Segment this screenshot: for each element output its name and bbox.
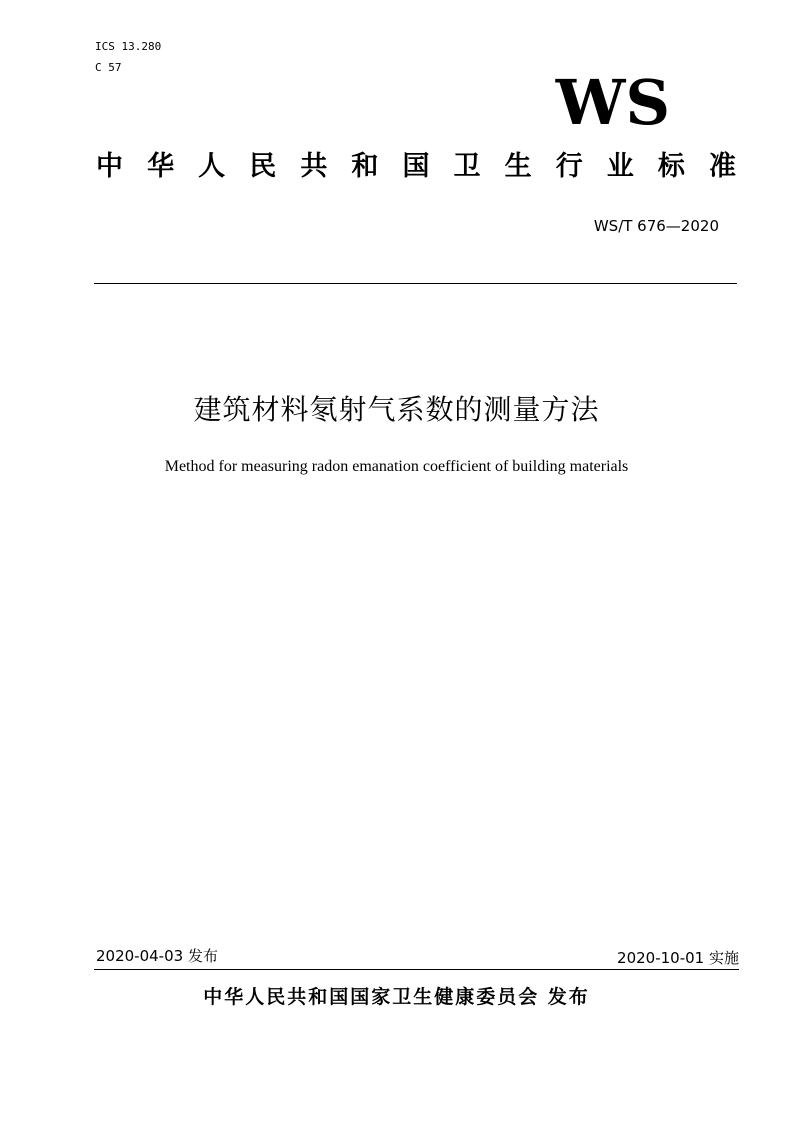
standard-type-char: 中 xyxy=(96,151,123,182)
standard-type-heading xyxy=(96,151,736,183)
standard-type-char: 生 xyxy=(504,151,532,182)
standard-type-char: 准 xyxy=(708,151,736,182)
standard-type-char: 行 xyxy=(555,151,583,182)
ccs-code: C 57 xyxy=(95,61,122,74)
standard-type-char: 共 xyxy=(300,151,328,182)
footer-divider xyxy=(94,969,739,970)
standard-type-char: 标 xyxy=(657,151,685,182)
standard-type-char: 人 xyxy=(198,151,226,182)
standard-type-char: 和 xyxy=(351,151,379,182)
standard-type-char: 华 xyxy=(147,151,175,182)
ws-logo xyxy=(528,68,698,132)
standard-type-char: 国 xyxy=(402,151,430,182)
standard-type-char: 卫 xyxy=(453,151,481,182)
document-title-chinese: 建筑材料氡射气系数的测量方法 xyxy=(193,393,600,426)
issue-date: 2020-04-03 发布 xyxy=(96,947,218,965)
issuing-authority: 中华人民共和国国家卫生健康委员会 发布 xyxy=(203,986,590,1008)
ws-logo-text: WS xyxy=(555,68,671,132)
standard-type-char: 民 xyxy=(249,151,277,182)
ics-code: ICS 13.280 xyxy=(95,40,162,53)
document-title-english: Method for measuring radon emanation coefficient of building materials xyxy=(164,458,629,475)
header-divider xyxy=(94,283,737,284)
standard-type-char: 业 xyxy=(606,151,634,182)
implementation-date: 2020-10-01 实施 xyxy=(617,949,739,967)
standard-code: WS/T 676—2020 xyxy=(593,217,719,235)
